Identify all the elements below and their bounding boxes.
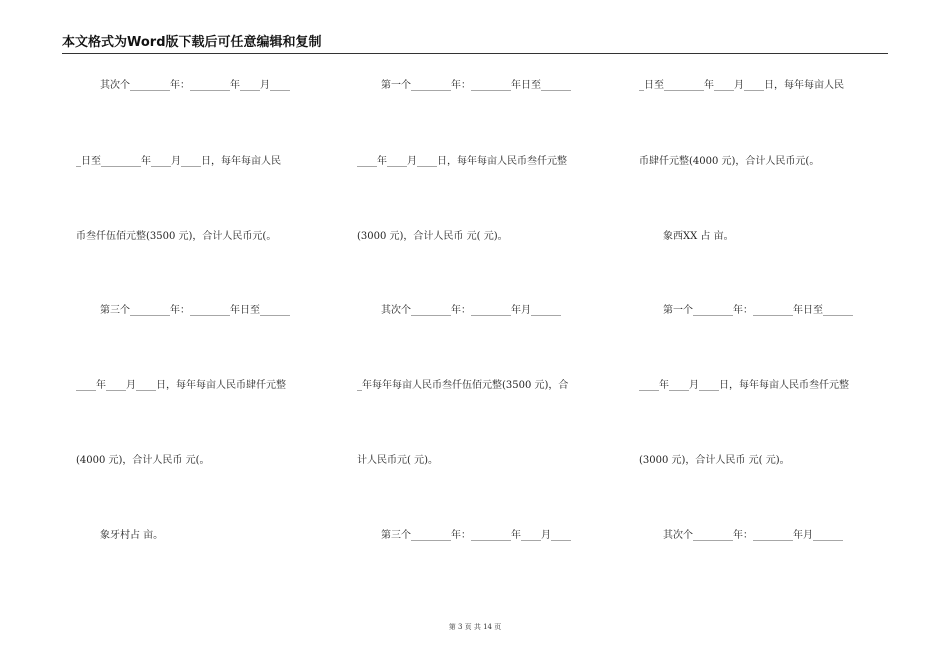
text-line: 币肆仟元整(4000 元)，合计人民币元(。 xyxy=(639,156,820,167)
text-column-3 xyxy=(639,0,889,672)
text-line: 其次个________年：________年月______ xyxy=(663,530,843,541)
text-line: _日至________年____月____日，每年每亩人民 xyxy=(639,80,844,91)
text-line: 计人民币元( 元)。 xyxy=(357,455,438,466)
text-line: 第三个________年：________年____月____ xyxy=(381,530,571,541)
text-column-1 xyxy=(76,0,326,672)
text-line: 象牙村占 亩。 xyxy=(100,530,164,541)
text-column-2 xyxy=(357,0,607,672)
text-line: 第一个________年：________年日至______ xyxy=(381,80,571,91)
text-line: 第三个________年：________年日至______ xyxy=(100,305,290,316)
page-number: 第 3 页 共 14 页 xyxy=(448,623,502,631)
text-line: 币叁仟伍佰元整(3500 元)，合计人民币元(。 xyxy=(76,231,277,242)
text-line: 第一个________年：________年日至______ xyxy=(663,305,853,316)
text-line: ____年____月____日，每年每亩人民币叁仟元整 xyxy=(357,156,567,167)
text-line: _日至________年____月____日，每年每亩人民 xyxy=(76,156,281,167)
text-line: (3000 元)，合计人民币 元( 元)。 xyxy=(357,231,508,242)
text-line: ____年____月____日，每年每亩人民币叁仟元整 xyxy=(639,380,849,391)
text-line: (3000 元)，合计人民币 元( 元)。 xyxy=(639,455,790,466)
text-line: 其次个________年：________年____月____ xyxy=(100,80,290,91)
text-line: ____年____月____日，每年每亩人民币肆仟元整 xyxy=(76,380,286,391)
text-line: _年每年每亩人民币叁仟伍佰元整(3500 元)，合 xyxy=(357,380,569,391)
text-line: 象西XX 占 亩。 xyxy=(663,231,734,242)
text-line: 其次个________年：________年月______ xyxy=(381,305,561,316)
text-line: (4000 元)，合计人民币 元(。 xyxy=(76,455,210,466)
header-title: 本文格式为Word版下载后可任意编辑和复制 xyxy=(62,35,322,50)
